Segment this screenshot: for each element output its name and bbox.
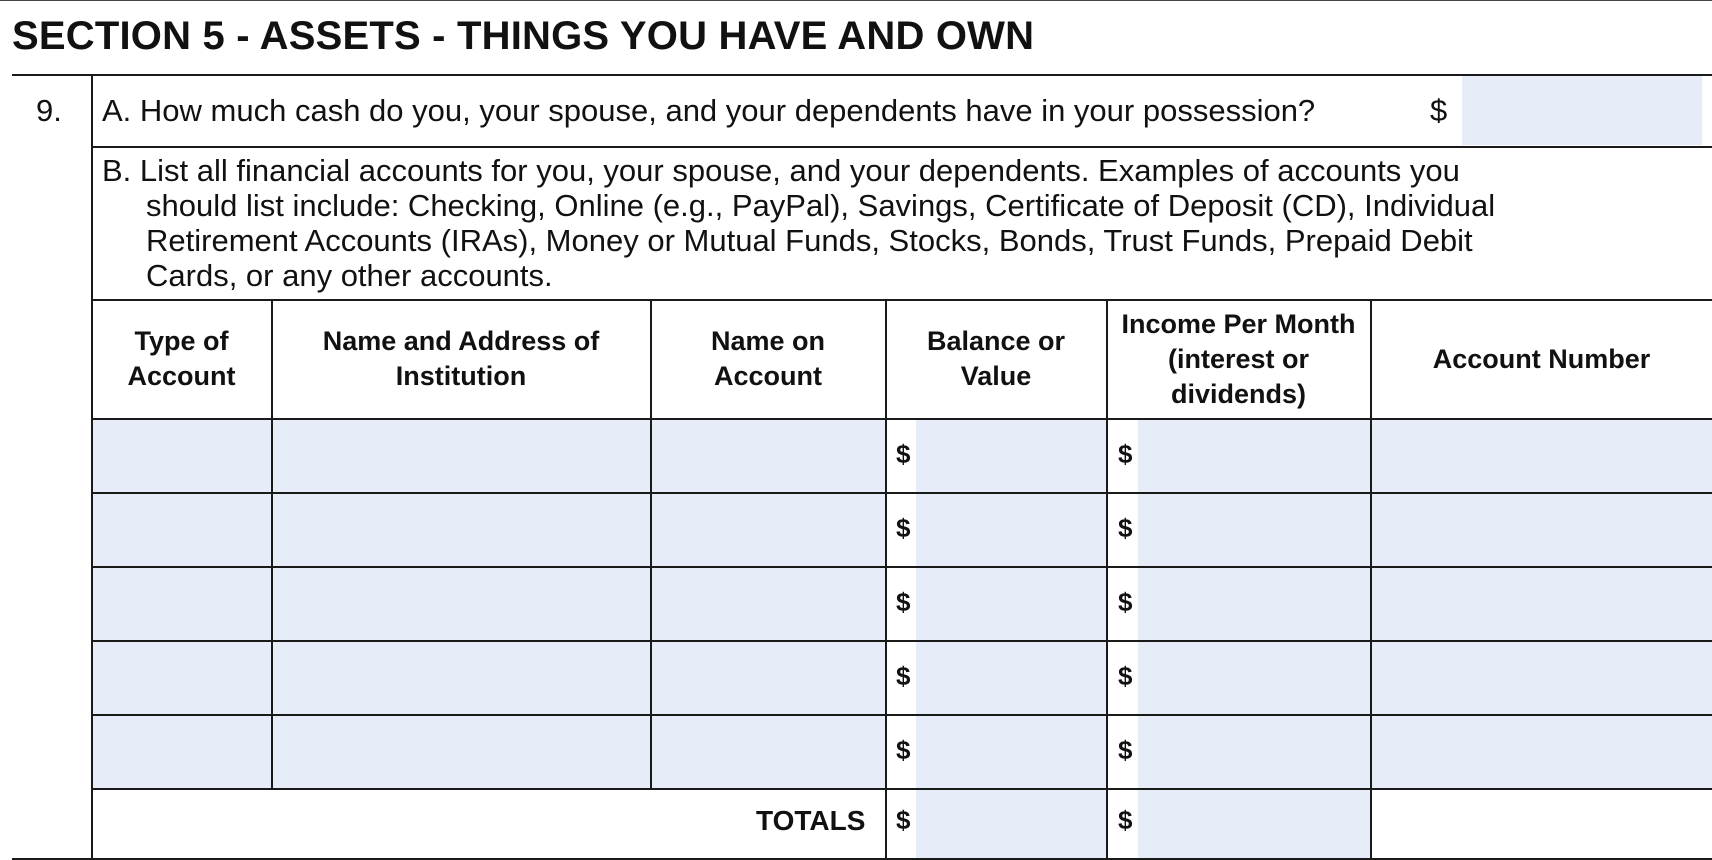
balance-dollar-sign: $	[896, 661, 911, 691]
header-type-of-account-line-2: Account	[127, 361, 236, 391]
balance-input[interactable]	[916, 642, 1106, 714]
income-input[interactable]	[1138, 420, 1370, 492]
type-of-account-input[interactable]	[93, 568, 271, 640]
section-title: SECTION 5 - ASSETS - THINGS YOU HAVE AND OWN	[12, 14, 1035, 58]
institution-input[interactable]	[273, 420, 650, 492]
totals-income-input[interactable]	[1138, 790, 1370, 858]
balance-dollar-sign: $	[896, 513, 911, 543]
header-balance-line-1: Balance or	[926, 326, 1066, 356]
question-number: 9.	[36, 93, 62, 128]
header-name-on-account	[651, 300, 885, 418]
income-dollar-sign: $	[1118, 735, 1133, 765]
totals-income-dollar: $	[1118, 805, 1133, 835]
header-institution	[272, 300, 650, 418]
question-a-text: A. How much cash do you, your spouse, and your dependents have in your possession?	[102, 93, 1316, 128]
header-type-of-account-line-1: Type of	[134, 326, 229, 356]
type-of-account-input[interactable]	[93, 642, 271, 714]
account-number-input[interactable]	[1372, 420, 1712, 492]
cash-currency-symbol: $	[1430, 93, 1448, 128]
name-on-account-input[interactable]	[652, 642, 885, 714]
totals-label: TOTALS	[756, 805, 866, 836]
header-income-line-2: (interest or	[1167, 343, 1310, 374]
balance-dollar-sign: $	[896, 735, 911, 765]
header-balance	[886, 300, 1106, 418]
header-name-on-account-line-2: Account	[714, 361, 822, 391]
header-balance-line-2: Value	[960, 361, 1032, 391]
income-dollar-sign: $	[1118, 587, 1133, 617]
type-of-account-input[interactable]	[93, 494, 271, 566]
account-number-input[interactable]	[1372, 494, 1712, 566]
income-dollar-sign: $	[1118, 513, 1133, 543]
name-on-account-input[interactable]	[652, 568, 885, 640]
header-institution-line-1: Name and Address of	[322, 326, 600, 356]
cash-amount-input[interactable]	[1462, 76, 1702, 145]
balance-input[interactable]	[916, 494, 1106, 566]
balance-input[interactable]	[916, 420, 1106, 492]
name-on-account-input[interactable]	[652, 716, 885, 788]
balance-input[interactable]	[916, 716, 1106, 788]
header-income	[1107, 300, 1370, 418]
part-a-divider	[91, 146, 1712, 148]
header-account-number	[1371, 300, 1712, 418]
balance-input[interactable]	[916, 568, 1106, 640]
question-b-line-4: Cards, or any other accounts.	[146, 258, 553, 293]
account-number-input[interactable]	[1372, 568, 1712, 640]
institution-input[interactable]	[273, 568, 650, 640]
income-input[interactable]	[1138, 642, 1370, 714]
bottom-rule	[12, 858, 1712, 860]
account-number-input[interactable]	[1372, 716, 1712, 788]
header-income-line-3: dividends)	[1170, 378, 1306, 409]
income-dollar-sign: $	[1118, 439, 1133, 469]
header-institution-line-2: Institution	[395, 361, 527, 391]
question-b-line-1: B. List all financial accounts for you, your spouse, and your dependents. Examples of accounts you	[102, 153, 1460, 188]
balance-dollar-sign: $	[896, 439, 911, 469]
name-on-account-input[interactable]	[652, 420, 885, 492]
balance-dollar-sign: $	[896, 587, 911, 617]
top-rule	[0, 0, 1712, 1]
name-on-account-input[interactable]	[652, 494, 885, 566]
type-of-account-input[interactable]	[93, 716, 271, 788]
income-input[interactable]	[1138, 494, 1370, 566]
header-name-on-account-line-1: Name on	[710, 326, 826, 356]
institution-input[interactable]	[273, 494, 650, 566]
header-type-of-account	[92, 300, 271, 418]
section-divider	[12, 74, 1712, 76]
income-dollar-sign: $	[1118, 661, 1133, 691]
totals-balance-input[interactable]	[916, 790, 1106, 858]
header-income-line-1: Income Per Month	[1121, 308, 1356, 339]
institution-input[interactable]	[273, 716, 650, 788]
row-divider-5	[91, 788, 1712, 790]
institution-input[interactable]	[273, 642, 650, 714]
income-input[interactable]	[1138, 716, 1370, 788]
income-input[interactable]	[1138, 568, 1370, 640]
type-of-account-input[interactable]	[93, 420, 271, 492]
account-number-input[interactable]	[1372, 642, 1712, 714]
header-account-number-line-1: Account Number	[1432, 343, 1651, 374]
question-b-line-3: Retirement Accounts (IRAs), Money or Mutual Funds, Stocks, Bonds, Trust Funds, Prepaid Debit	[146, 223, 1473, 258]
totals-balance-dollar: $	[896, 805, 911, 835]
question-b-line-2: should list include: Checking, Online (e.g., PayPal), Savings, Certificate of Deposit (CD), Individual	[146, 188, 1496, 223]
